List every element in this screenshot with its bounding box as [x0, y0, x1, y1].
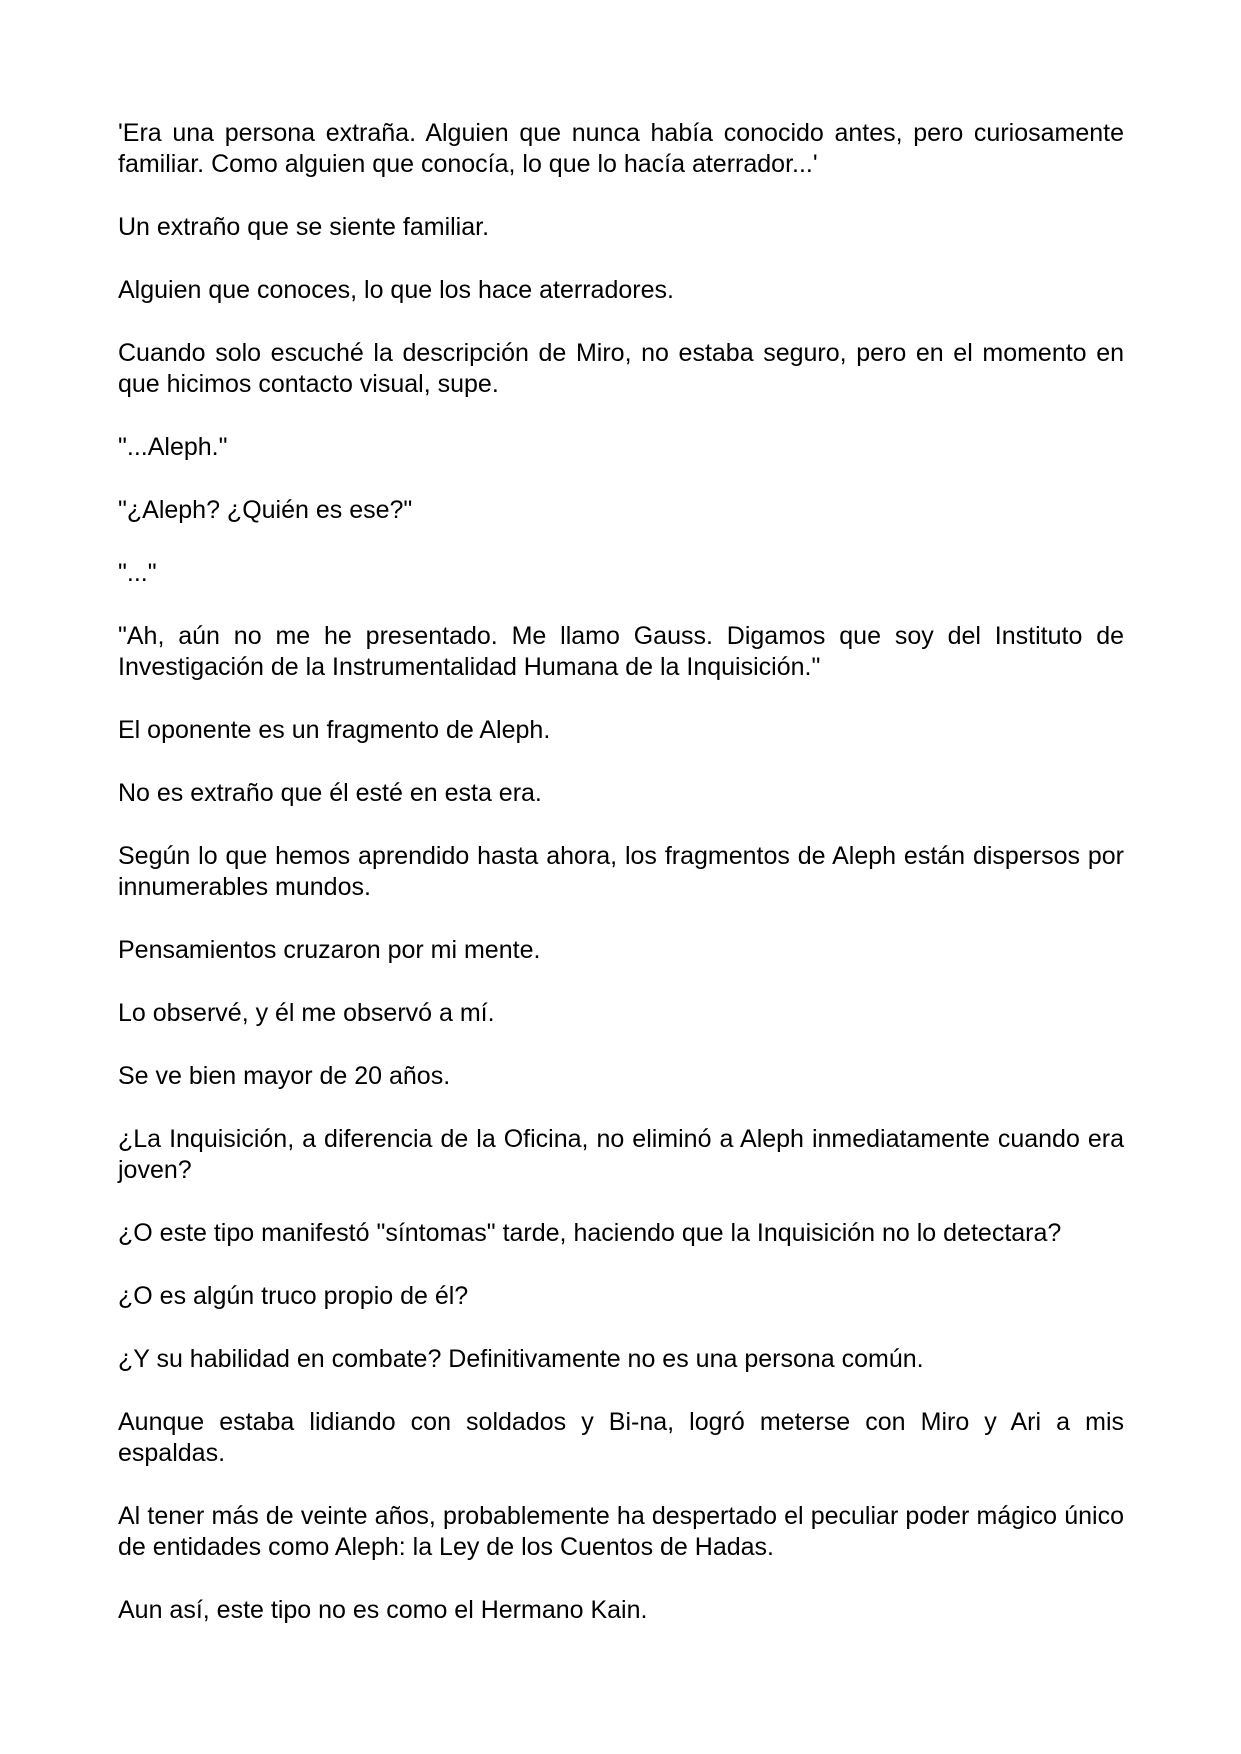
paragraph: 'Era una persona extraña. Alguien que nunca había conocido antes, pero curiosamente familiar. Como alguien que conocía, lo que lo hacía aterrador...': [118, 119, 1124, 178]
paragraph: Alguien que conoces, lo que los hace aterradores.: [118, 276, 674, 304]
paragraph: Al tener más de veinte años, probablemente ha despertado el peculiar poder mágico único de entidades como Aleph: la Ley de los Cuentos de Hadas.: [118, 1502, 1124, 1561]
paragraph: "...Aleph.": [118, 433, 228, 461]
paragraph: Según lo que hemos aprendido hasta ahora, los fragmentos de Aleph están dispersos por innumerables mundos.: [118, 842, 1124, 901]
paragraph: Lo observé, y él me observó a mí.: [118, 999, 495, 1027]
paragraph: ¿Y su habilidad en combate? Definitivamente no es una persona común.: [118, 1345, 924, 1373]
paragraph: Se ve bien mayor de 20 años.: [118, 1062, 451, 1090]
text-body: [118, 118, 1124, 1658]
paragraph: "¿Aleph? ¿Quién es ese?": [118, 496, 413, 524]
paragraph: ¿La Inquisición, a diferencia de la Oficina, no eliminó a Aleph inmediatamente cuando era joven?: [118, 1125, 1124, 1184]
paragraph: Aunque estaba lidiando con soldados y Bi-na, logró meterse con Miro y Ari a mis espaldas.: [118, 1408, 1124, 1467]
paragraph: "Ah, aún no me he presentado. Me llamo Gauss. Digamos que soy del Instituto de Investigación de la Instrumentalidad Humana de la Inquisición.": [118, 622, 1124, 681]
paragraph: Cuando solo escuché la descripción de Miro, no estaba seguro, pero en el momento en que hicimos contacto visual, supe.: [118, 339, 1124, 398]
paragraph: Un extraño que se siente familiar.: [118, 213, 490, 241]
paragraph: "...": [118, 559, 157, 587]
paragraph: ¿O este tipo manifestó "síntomas" tarde, haciendo que la Inquisición no lo detectara?: [118, 1219, 1062, 1247]
paragraph: Pensamientos cruzaron por mi mente.: [118, 936, 541, 964]
paragraph: No es extraño que él esté en esta era.: [118, 779, 542, 807]
paragraph: ¿O es algún truco propio de él?: [118, 1282, 469, 1310]
paragraph: Aun así, este tipo no es como el Hermano Kain.: [118, 1596, 648, 1624]
paragraph: El oponente es un fragmento de Aleph.: [118, 716, 551, 744]
